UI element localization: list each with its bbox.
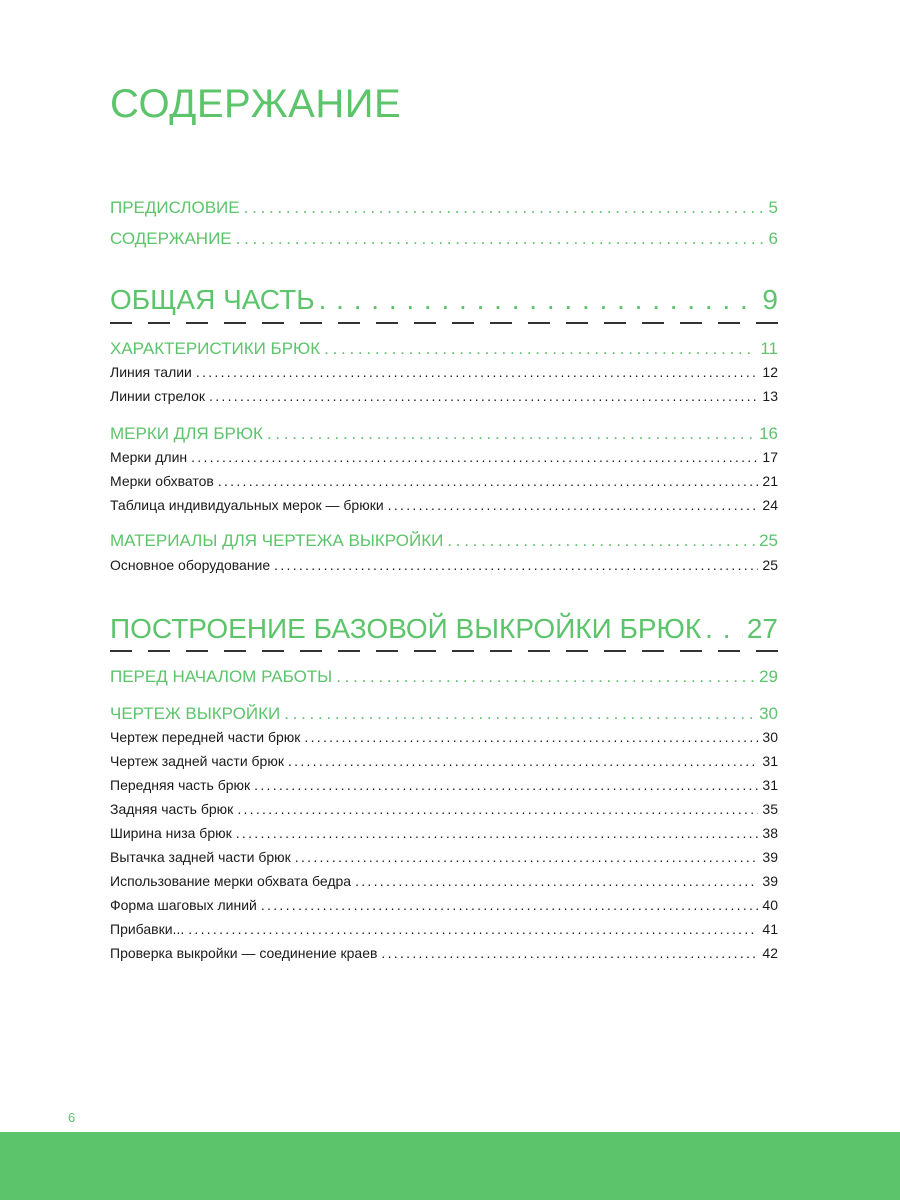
toc-item[interactable] [110,557,778,573]
toc-item[interactable] [110,849,778,865]
toc-part-label: ПОСТРОЕНИЕ БАЗОВОЙ ВЫКРОЙКИ БРЮК [110,613,702,644]
toc-item[interactable] [110,729,778,745]
dot-leader [304,729,758,745]
toc-section-page: 29 [759,667,778,686]
toc-item-page: 30 [762,729,778,745]
toc-item-page: 12 [762,364,778,380]
toc-item[interactable] [110,449,778,465]
dot-leader [254,777,758,793]
toc-item-label: Линии стрелок [110,388,206,404]
toc-item-label: Мерки обхватов [110,473,214,489]
dot-leader [355,873,758,889]
toc-item-label: Проверка выкройки — соединение краев [110,945,378,961]
toc-entry-page: 6 [768,229,778,248]
toc-item-label: Мерки длин [110,449,188,465]
toc-part-general[interactable] [110,284,778,316]
toc-item-page: 39 [762,849,778,865]
dot-leader [274,557,758,573]
footer-bar [0,1132,900,1200]
part-divider [110,650,790,652]
toc-entry-page: 5 [768,198,778,217]
toc-section-label: МАТЕРИАЛЫ ДЛЯ ЧЕРТЕЖА ВЫКРОЙКИ [110,531,444,550]
dot-leader [388,497,759,513]
toc-section[interactable] [110,704,778,724]
toc-section[interactable] [110,339,778,359]
part-divider [110,322,790,324]
toc-item-label: Чертеж передней части брюк [110,729,301,745]
toc-item[interactable] [110,753,778,769]
toc-entry-contents[interactable] [110,229,778,249]
toc-item-page: 21 [762,473,778,489]
toc-item[interactable] [110,873,778,889]
toc-item-label: Передняя часть брюк [110,777,251,793]
toc-item[interactable] [110,801,778,817]
toc-part-page: 27 [746,613,778,644]
dot-leader [284,704,755,724]
toc-section-label: ХАРАКТЕРИСТИКИ БРЮК [110,339,321,358]
toc-section-label: ЧЕРТЕЖ ВЫКРОЙКИ [110,704,281,723]
toc-item-page: 42 [762,945,778,961]
toc-item[interactable] [110,388,778,404]
dot-leader [288,753,758,769]
dot-leader [244,198,765,218]
toc-section[interactable] [110,531,778,551]
toc-item[interactable] [110,897,778,913]
toc-item[interactable] [110,364,778,380]
dot-leader [324,339,756,359]
toc-item-label: Чертеж задней части брюк [110,753,284,769]
toc-item[interactable] [110,945,778,961]
toc-item[interactable] [110,825,778,841]
toc-section[interactable] [110,424,778,444]
toc-item-page: 25 [762,557,778,573]
toc-item-page: 31 [762,777,778,793]
toc-section-page: 16 [759,424,778,443]
toc-item-page: 40 [762,897,778,913]
toc-item-label: Задняя часть брюк [110,801,234,817]
toc-section-page: 11 [760,339,778,358]
toc-part-base-pattern[interactable] [110,613,778,645]
dot-leader [319,284,759,316]
dot-leader [209,388,758,404]
toc-item-label: Использование мерки обхвата бедра [110,873,352,889]
dot-leader [196,364,759,380]
dot-leader [267,424,755,444]
toc-section-label: ПЕРЕД НАЧАЛОМ РАБОТЫ [110,667,333,686]
toc-entry-preface[interactable] [110,198,778,218]
toc-item-label: Ширина низа брюк [110,825,232,841]
toc-item-label: Линия талии [110,364,192,380]
dot-leader [236,825,759,841]
toc-section-page: 30 [759,704,778,723]
dot-leader [236,229,765,249]
toc-item-label: Основное оборудование [110,557,271,573]
dot-leader [191,449,758,465]
toc-item-label: Таблица индивидуальных мерок — брюки [110,497,384,513]
toc-item-label: Форма шаговых линий [110,897,257,913]
page-number: 6 [68,1110,76,1125]
toc-item[interactable] [110,497,778,513]
toc-item-page: 39 [762,873,778,889]
toc-part-page: 9 [762,284,778,315]
toc-item[interactable] [110,473,778,489]
dot-leader [218,473,759,489]
toc-entry-label: ПРЕДИСЛОВИЕ [110,198,240,217]
toc-item-page: 31 [762,753,778,769]
toc-item[interactable] [110,921,778,937]
toc-item-page: 13 [762,388,778,404]
dot-leader [295,849,759,865]
toc-part-label: ОБЩАЯ ЧАСТЬ [110,284,315,315]
dot-leader [447,531,755,551]
dot-leader [381,945,758,961]
toc-item-page: 24 [762,497,778,513]
dot-leader [261,897,759,913]
dot-leader [705,613,743,645]
toc-item-label: Прибавки... [110,921,185,937]
toc-item-page: 38 [762,825,778,841]
page-title: СОДЕРЖАНИЕ [110,82,402,126]
toc-section-page: 25 [759,531,778,550]
toc-item[interactable] [110,777,778,793]
toc-section-label: МЕРКИ ДЛЯ БРЮК [110,424,263,443]
toc-item-label: Вытачка задней части брюк [110,849,291,865]
dot-leader [237,801,758,817]
dot-leader [188,921,758,937]
toc-item-page: 35 [762,801,778,817]
toc-item-page: 41 [762,921,778,937]
dot-leader [336,667,755,687]
toc-entry-label: СОДЕРЖАНИЕ [110,229,232,248]
toc-section[interactable] [110,667,778,687]
toc-item-page: 17 [762,449,778,465]
